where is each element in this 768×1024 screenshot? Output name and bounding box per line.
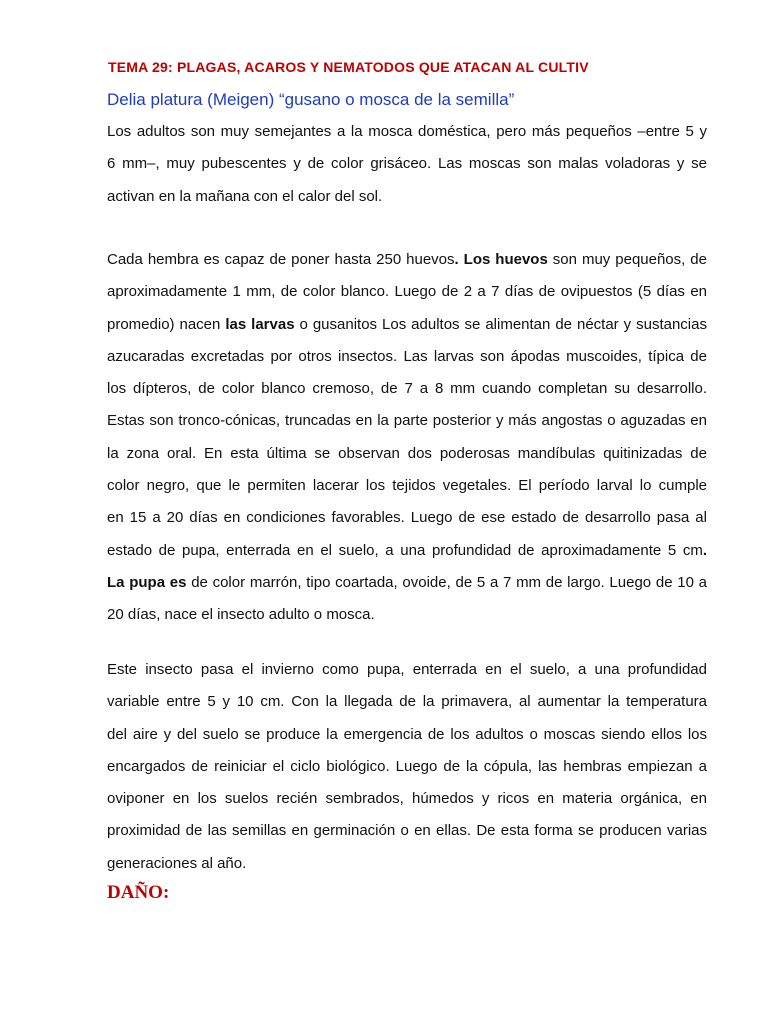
paragraph-line: en 15 a 20 días en condiciones favorables. Luego de ese estado de desarrollo pasa al (107, 509, 707, 527)
paragraph-line (107, 567, 707, 599)
paragraph-line: oviponer en los suelos recién sembrados, húmedos y ricos en materia orgánica, en (107, 790, 707, 808)
bold-text-pupa: La pupa es (107, 573, 187, 591)
paragraph-line: 20 días, nace el insecto adulto o mosca. (107, 606, 375, 624)
bold-period: . (702, 541, 707, 559)
paragraph-line: color negro, que le permiten lacerar los tejidos vegetales. El período larval lo cumple (107, 477, 707, 495)
paragraph-line: 6 mm–, muy pubescentes y de color grisáceo. Las moscas son malas voladoras y se (107, 155, 707, 173)
text-run: Cada hembra es capaz de poner hasta 250 huevos (107, 251, 455, 268)
species-heading: Delia platura (Meigen) “gusano o mosca de la semilla” (107, 90, 515, 109)
topic-heading: TEMA 29: PLAGAS, ACAROS Y NEMATODOS QUE ATACAN AL CULTIV (108, 59, 589, 75)
paragraph-line: variable entre 5 y 10 cm. Con la llegada de la primavera, al aumentar la temperatura (107, 693, 707, 711)
paragraph-line: la zona oral. En esta última se observan dos poderosas mandíbulas quitinizadas de (107, 444, 707, 462)
paragraph-line: Este insecto pasa el invierno como pupa, enterrada en el suelo, a una profundidad (107, 661, 707, 678)
paragraph-line: Estas son tronco-cónicas, truncadas en la parte posterior y más angostas o aguzadas en (107, 412, 707, 430)
paragraph-line: Los adultos son muy semejantes a la mosca doméstica, pero más pequeños –entre 5 y (107, 123, 707, 140)
text-run: de color marrón, tipo coartada, ovoide, de 5 a 7 mm de largo. Luego de 10 a (186, 573, 707, 591)
paragraph-line: encargados de reiniciar el ciclo biológico. Luego de la cópula, las hembras empiezan a (107, 757, 707, 775)
paragraph-life-cycle (107, 244, 707, 632)
paragraph-line: aproximadamente 1 mm, de color blanco. Luego de 2 a 7 días de ovipuestos (5 días en (107, 283, 707, 301)
paragraph-line: los dípteros, de color blanco cremoso, de 7 a 8 mm cuando completan su desarrollo. (107, 380, 707, 398)
text-run: promedio) nacen (107, 315, 226, 333)
damage-heading: DAÑO: (107, 882, 170, 903)
text-run: estado de pupa, enterrada en el suelo, a una profundidad de aproximadamente 5 cm (107, 541, 703, 559)
text-run: son muy pequeños, de (547, 251, 707, 268)
paragraph-adults (107, 116, 707, 213)
paragraph-line: activan en la mañana con el calor del sol. (107, 187, 383, 205)
paragraph-line: azucaradas excretadas por otros insectos. Las larvas son ápodas muscoides, típica de (107, 347, 707, 365)
text-run: o gusanitos Los adultos se alimentan de néctar y sustancias (294, 315, 707, 333)
paragraph-line: proximidad de las semillas en germinación o en ellas. De esta forma se producen varias (107, 822, 707, 840)
paragraph-line: del aire y del suelo se produce la emergencia de los adultos o moscas siendo ellos los (107, 725, 707, 743)
paragraph-line (107, 309, 707, 341)
bold-text-eggs: . Los huevos (454, 251, 548, 268)
paragraph-line (107, 535, 707, 567)
paragraph-line (107, 244, 707, 276)
bold-text-larvae: las larvas (225, 315, 295, 333)
paragraph-line: generaciones al año. (107, 854, 247, 872)
paragraph-overwintering (107, 654, 707, 880)
